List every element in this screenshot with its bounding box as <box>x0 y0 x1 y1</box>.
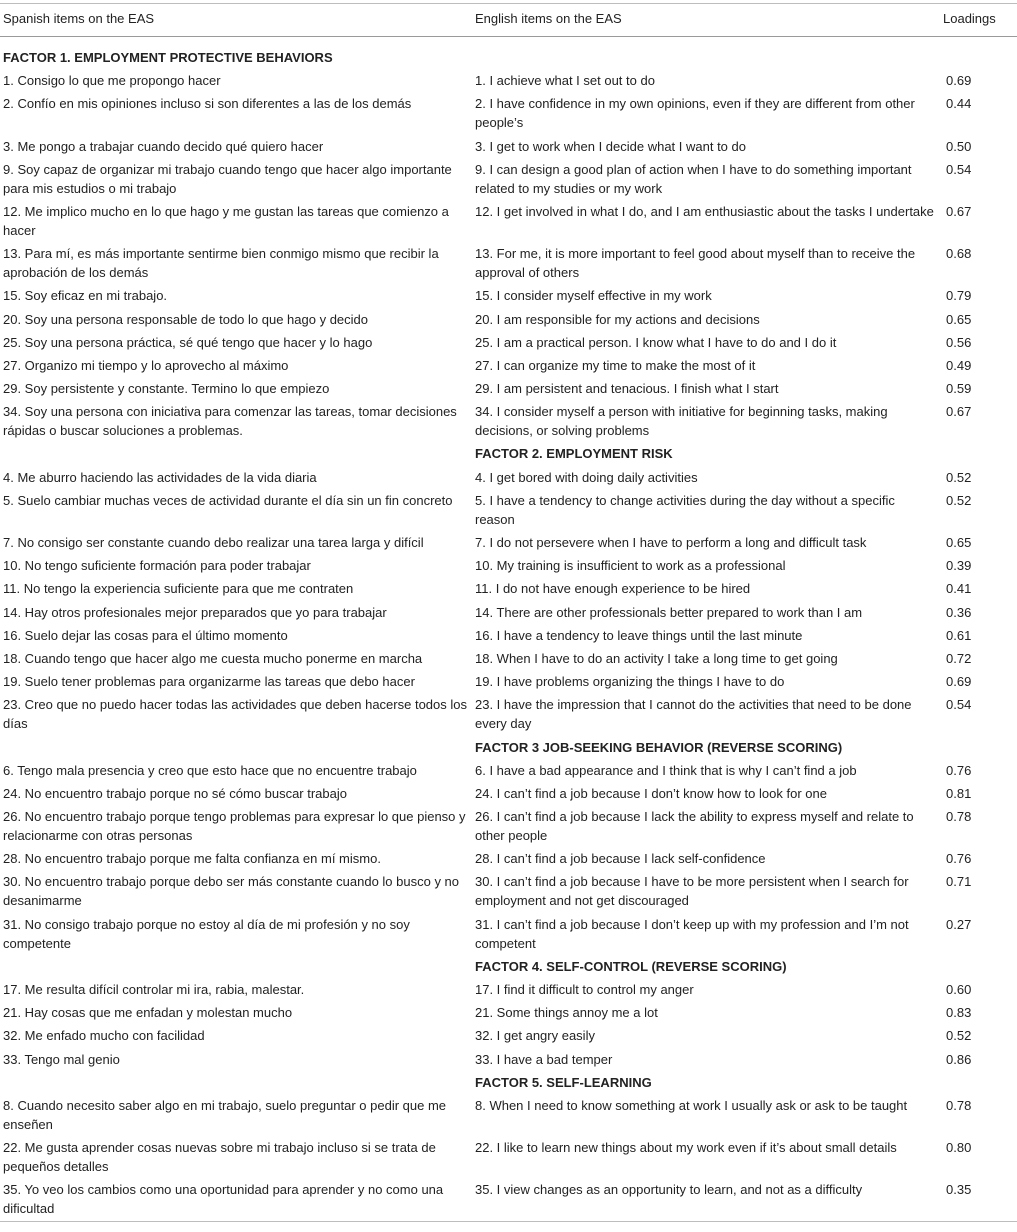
factor-row <box>0 1071 1017 1094</box>
spanish-item-cell: 13. Para mí, es más importante sentirme bien conmigo mismo que recibir la aprobación de los demás <box>3 246 439 281</box>
english-item-cell: 20. I am responsible for my actions and decisions <box>475 311 760 327</box>
spanish-item-cell: 33. Tengo mal genio <box>3 1051 120 1067</box>
table-row <box>0 670 1017 693</box>
spanish-item-cell: 30. No encuentro trabajo porque debo ser más constante cuando lo busco y no desanimarme <box>3 874 460 909</box>
table-row <box>0 158 1017 200</box>
spanish-item-cell: 11. No tengo la experiencia suficiente para que me contraten <box>3 581 354 597</box>
spanish-item-cell: 1. Consigo lo que me propongo hacer <box>3 73 221 89</box>
spanish-item-cell: 25. Soy una persona práctica, sé qué tengo que hacer y lo hago <box>3 334 373 350</box>
table-header <box>0 4 1017 37</box>
table-row <box>0 693 1017 735</box>
table-row <box>0 759 1017 782</box>
table-row <box>0 308 1017 331</box>
loading-cell: 0.83 <box>946 1005 972 1021</box>
loading-cell: 0.56 <box>946 334 972 350</box>
english-item-cell: 6. I have a bad appearance and I think that is why I can’t find a job <box>475 762 857 778</box>
spanish-item-cell: 24. No encuentro trabajo porque no sé cómo buscar trabajo <box>3 785 347 801</box>
spanish-item-cell <box>0 1071 472 1094</box>
spanish-item-cell: 22. Me gusta aprender cosas nuevas sobre mi trabajo incluso si se trata de pequeños detalles <box>3 1140 436 1175</box>
spanish-item-cell: 3. Me pongo a trabajar cuando decido qué quiero hacer <box>3 138 324 154</box>
table-row <box>0 1178 1017 1221</box>
english-item-cell: 9. I can design a good plan of action when I have to do something important related to my studies or my work <box>475 161 912 196</box>
english-item-cell: 29. I am persistent and tenacious. I finish what I start <box>475 381 779 397</box>
english-item-cell: 18. When I have to do an activity I take a long time to get going <box>475 650 838 666</box>
loading-cell: 0.69 <box>946 674 972 690</box>
loading-cell: 0.27 <box>946 916 972 932</box>
loading-cell: 0.72 <box>946 650 972 666</box>
loading-cell: 0.81 <box>946 785 972 801</box>
english-item-cell: FACTOR 5. SELF-LEARNING <box>475 1074 652 1090</box>
table-row <box>0 200 1017 242</box>
english-item-cell: 19. I have problems organizing the things I have to do <box>475 674 785 690</box>
english-item-cell: FACTOR 3 JOB-SEEKING BEHAVIOR (REVERSE SCORING) <box>475 739 843 755</box>
english-item-cell: 31. I can’t find a job because I don’t keep up with my profession and I’m not competent <box>475 916 909 951</box>
loading-cell: 0.76 <box>946 762 972 778</box>
english-item-cell: 16. I have a tendency to leave things until the last minute <box>475 627 803 643</box>
spanish-item-cell: 21. Hay cosas que me enfadan y molestan mucho <box>3 1005 293 1021</box>
english-item-cell: 8. When I need to know something at work I usually ask or ask to be taught <box>475 1097 908 1113</box>
english-item-cell: 32. I get angry easily <box>475 1028 595 1044</box>
spanish-item-cell: 8. Cuando necesito saber algo en mi trabajo, suelo preguntar o pedir que me enseñen <box>3 1097 447 1132</box>
spanish-item-cell: 6. Tengo mala presencia y creo que esto hace que no encuentre trabajo <box>3 762 417 778</box>
factor-row <box>0 442 1017 465</box>
spanish-item-cell: 35. Yo veo los cambios como una oportunidad para aprender y no como una dificultad <box>0 1178 472 1221</box>
english-item-cell: 30. I can’t find a job because I have to be more persistent when I search for employment and not get discouraged <box>475 874 909 909</box>
table-row <box>0 805 1017 847</box>
loading-cell: 0.52 <box>946 492 972 508</box>
spanish-item-cell: 14. Hay otros profesionales mejor preparados que yo para trabajar <box>3 604 387 620</box>
loading-cell: 0.65 <box>946 535 972 550</box>
english-item-cell: 4. I get bored with doing daily activities <box>475 469 698 485</box>
loading-cell: 0.54 <box>946 697 972 713</box>
table-row <box>0 554 1017 577</box>
loading-cell <box>940 1071 1017 1094</box>
table-row <box>0 1024 1017 1047</box>
loading-cell: 0.80 <box>946 1140 972 1156</box>
header-loadings: Loadings <box>940 4 1017 37</box>
loading-cell: 0.52 <box>946 1028 972 1044</box>
table-row <box>0 377 1017 400</box>
table-row <box>0 978 1017 1001</box>
spanish-item-cell: 5. Suelo cambiar muchas veces de actividad durante el día sin un fin concreto <box>3 492 453 508</box>
spanish-item-cell: 19. Suelo tener problemas para organizarme las tareas que debo hacer <box>3 674 415 690</box>
spanish-item-cell: 10. No tengo suficiente formación para poder trabajar <box>3 558 311 574</box>
english-item-cell: FACTOR 2. EMPLOYMENT RISK <box>475 446 673 462</box>
loading-cell: 0.67 <box>946 203 972 219</box>
loading-cell: 0.78 <box>946 809 972 825</box>
loading-cell: 0.39 <box>946 558 972 574</box>
table-row <box>0 531 1017 554</box>
english-item-cell: 11. I do not have enough experience to be hired <box>475 581 751 597</box>
loading-cell: 0.65 <box>946 311 972 327</box>
spanish-item-cell <box>0 442 472 465</box>
header-spanish: Spanish items on the EAS <box>0 4 472 37</box>
english-item-cell <box>472 37 940 70</box>
spanish-item-cell: 16. Suelo dejar las cosas para el último momento <box>3 627 288 643</box>
table-row <box>0 1136 1017 1178</box>
loading-cell: 0.44 <box>946 96 972 112</box>
english-item-cell: 23. I have the impression that I cannot do the activities that need to be done every day <box>475 697 912 732</box>
loading-cell <box>940 37 1017 70</box>
table-row <box>0 624 1017 647</box>
spanish-item-cell: 17. Me resulta difícil controlar mi ira, rabia, malestar. <box>3 982 305 997</box>
english-item-cell: 12. I get involved in what I do, and I am enthusiastic about the tasks I undertake <box>475 203 934 219</box>
table-row <box>0 466 1017 489</box>
english-item-cell: FACTOR 4. SELF-CONTROL (REVERSE SCORING) <box>475 958 787 974</box>
loading-cell: 0.41 <box>946 581 972 597</box>
table-row <box>0 489 1017 531</box>
loading-cell: 0.52 <box>946 469 972 485</box>
header-english: English items on the EAS <box>472 4 940 37</box>
table-row <box>0 135 1017 158</box>
loading-cell: 0.69 <box>946 73 972 89</box>
loading-cell: 0.61 <box>946 627 972 643</box>
table-row <box>0 647 1017 670</box>
spanish-item-cell: 29. Soy persistente y constante. Termino lo que empiezo <box>3 381 330 397</box>
english-item-cell: 2. I have confidence in my own opinions, even if they are different from other people’s <box>475 96 915 131</box>
loading-cell: 0.49 <box>946 357 972 373</box>
english-item-cell: 34. I consider myself a person with initiative for beginning tasks, making decisions, or solving problems <box>475 404 888 439</box>
spanish-item-cell: 28. No encuentro trabajo porque me falta confianza en mí mismo. <box>3 851 381 867</box>
factor-row <box>0 736 1017 759</box>
table-row <box>0 354 1017 377</box>
english-item-cell: 3. I get to work when I decide what I want to do <box>475 138 746 154</box>
loading-cell: 0.86 <box>946 1051 972 1067</box>
table-row <box>0 1001 1017 1024</box>
english-item-cell: 10. My training is insufficient to work as a professional <box>475 558 786 574</box>
spanish-item-cell: 4. Me aburro haciendo las actividades de la vida diaria <box>3 469 317 485</box>
loading-cell: 0.68 <box>946 246 972 262</box>
spanish-item-cell: 9. Soy capaz de organizar mi trabajo cuando tengo que hacer algo importante para mis estudios o mi trabajo <box>3 161 452 196</box>
header-row <box>0 4 1017 37</box>
english-item-cell: 15. I consider myself effective in my work <box>475 288 712 304</box>
loading-cell: 0.35 <box>940 1178 1017 1221</box>
loading-cell <box>940 736 1017 759</box>
spanish-item-cell: 23. Creo que no puedo hacer todas las actividades que deben hacerse todos los días <box>3 697 467 732</box>
table-row <box>0 601 1017 624</box>
spanish-item-cell: 15. Soy eficaz en mi trabajo. <box>3 288 168 304</box>
loading-cell: 0.76 <box>946 851 972 867</box>
table-row <box>0 400 1017 442</box>
table-row <box>0 782 1017 805</box>
spanish-item-cell: 12. Me implico mucho en lo que hago y me gustan las tareas que comienzo a hacer <box>3 203 449 238</box>
table-row <box>0 331 1017 354</box>
spanish-item-cell: 18. Cuando tengo que hacer algo me cuesta mucho ponerme en marcha <box>3 650 423 666</box>
english-item-cell: 5. I have a tendency to change activities during the day without a specific reason <box>475 492 895 527</box>
english-item-cell: 14. There are other professionals better prepared to work than I am <box>475 604 863 620</box>
spanish-item-cell <box>0 955 472 978</box>
table-row <box>0 92 1017 134</box>
spanish-item-cell: 26. No encuentro trabajo porque tengo problemas para expresar lo que pienso y relacionarme con otras personas <box>3 809 466 844</box>
table-row <box>0 1048 1017 1071</box>
factor-row <box>0 37 1017 70</box>
spanish-item-cell: 20. Soy una persona responsable de todo lo que hago y decido <box>3 311 368 327</box>
table-row <box>0 69 1017 92</box>
loading-cell: 0.36 <box>946 604 972 620</box>
loading-cell: 0.50 <box>946 138 972 154</box>
loading-cell: 0.71 <box>946 874 972 890</box>
spanish-item-cell: FACTOR 1. EMPLOYMENT PROTECTIVE BEHAVIORS <box>3 50 333 65</box>
table-row <box>0 1094 1017 1136</box>
table-row <box>0 577 1017 600</box>
english-item-cell: 7. I do not persevere when I have to perform a long and difficult task <box>475 535 867 550</box>
loading-cell: 0.78 <box>946 1097 972 1113</box>
loading-cell: 0.60 <box>946 982 972 997</box>
english-item-cell: 27. I can organize my time to make the most of it <box>475 357 756 373</box>
spanish-item-cell: 32. Me enfado mucho con facilidad <box>3 1028 205 1044</box>
english-item-cell: 1. I achieve what I set out to do <box>475 73 655 89</box>
table-row <box>0 284 1017 307</box>
english-item-cell: 25. I am a practical person. I know what I have to do and I do it <box>475 334 837 350</box>
loading-cell: 0.54 <box>946 161 972 177</box>
english-item-cell: 28. I can’t find a job because I lack self-confidence <box>475 851 766 867</box>
table-row <box>0 913 1017 955</box>
loading-cell <box>940 955 1017 978</box>
english-item-cell: 22. I like to learn new things about my work even if it’s about small details <box>475 1140 897 1156</box>
loading-cell: 0.67 <box>946 404 972 420</box>
factor-row <box>0 955 1017 978</box>
eas-items-table <box>0 3 1017 1222</box>
table-body <box>0 37 1017 1222</box>
spanish-item-cell: 27. Organizo mi tiempo y lo aprovecho al máximo <box>3 357 289 373</box>
table-row <box>0 242 1017 284</box>
spanish-item-cell: 7. No consigo ser constante cuando debo realizar una tarea larga y difícil <box>3 535 424 550</box>
loading-cell: 0.59 <box>946 381 972 397</box>
english-item-cell: 17. I find it difficult to control my anger <box>475 982 694 997</box>
loading-cell <box>940 442 1017 465</box>
english-item-cell: 21. Some things annoy me a lot <box>475 1005 658 1021</box>
table-row <box>0 870 1017 912</box>
spanish-item-cell: 31. No consigo trabajo porque no estoy al día de mi profesión y no soy competente <box>3 916 410 951</box>
english-item-cell: 13. For me, it is more important to feel good about myself than to receive the approval of others <box>475 246 916 281</box>
english-item-cell: 33. I have a bad temper <box>475 1051 613 1067</box>
table-row <box>0 847 1017 870</box>
spanish-item-cell <box>0 736 472 759</box>
spanish-item-cell: 2. Confío en mis opiniones incluso si son diferentes a las de los demás <box>3 96 412 112</box>
english-item-cell: 35. I view changes as an opportunity to learn, and not as a difficulty <box>472 1178 940 1221</box>
english-item-cell: 26. I can’t find a job because I lack the ability to express myself and relate to other people <box>475 809 914 844</box>
loading-cell: 0.79 <box>946 288 972 304</box>
english-item-cell: 24. I can’t find a job because I don’t know how to look for one <box>475 785 827 801</box>
spanish-item-cell: 34. Soy una persona con iniciativa para comenzar las tareas, tomar decisiones rápidas o buscar soluciones a problemas. <box>3 404 457 439</box>
